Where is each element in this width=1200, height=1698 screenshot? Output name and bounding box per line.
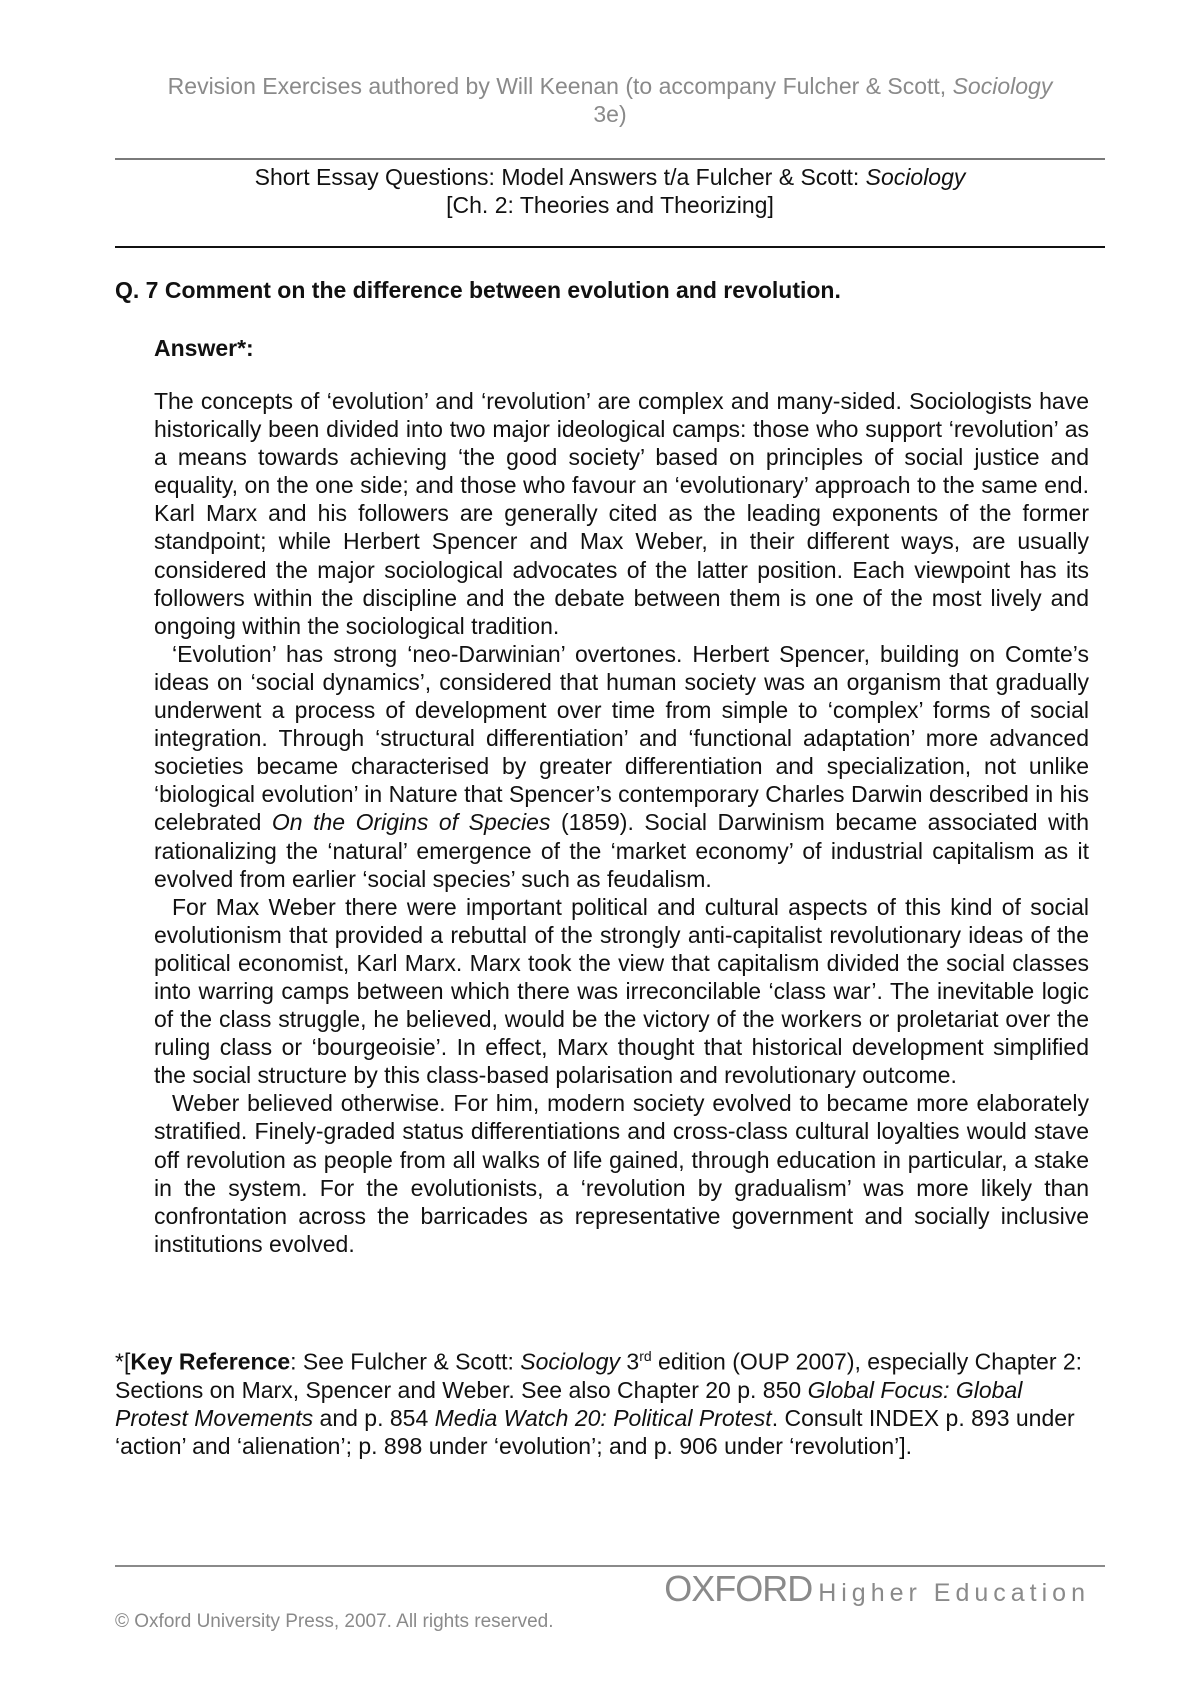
key-reference [115,1342,1095,1460]
p2-text-start: ‘Evolution’ has strong ‘neo-Darwinian’ overtones. Herbert Spencer, building on Comte’s ideas on ‘social dynamics’, considered that human society was an organism that gradually underwent a process of development over time from simple to ‘complex’ forms of social integration. Through ‘structural differentiation’ and ‘functional adaptation’ more advanced societies became characterised by greater differentiation and specialization, not unlike ‘biological evolution’ in Nature that Spencer’s contemporary Charles Darwin described in his celebrated [154,640,1089,836]
keyref-label: Key Reference [130,1348,291,1375]
keyref-open: *[ [115,1348,131,1375]
keyref-book: Sociology [520,1348,620,1375]
keyref-text-3: and p. 854 [313,1404,435,1431]
p2-book-title: On the Origins of Species [271,809,551,836]
subtitle-book-title: Sociology [865,164,966,190]
subtitle-divider [115,246,1105,248]
p2-text-end: (1859). Social Darwinism became associated with rationalizing the ‘natural’ emergence of the ‘market economy’ of industrial capitalism as it evolved from earlier ‘social species’ such as feudalism. [154,809,1090,892]
running-header [115,72,1105,128]
document-subtitle [115,163,1105,219]
answer-paragraph-2 [154,640,1089,893]
keyref-global-focus: Global Focus: Global Protest Movements [115,1376,1023,1431]
logo-subtitle: Higher Education [818,1579,1090,1607]
keyref-media-watch: Media Watch 20: Political Protest [434,1404,772,1431]
answer-paragraph-3: For Max Weber there were important political and cultural aspects of this kind of social evolutionism that provided a rebuttal of the strongly anti-capitalist revolutionary ideas of the political economist, Karl Marx. Marx took the view that capitalism divided the social classes into warring camps between which there was irreconcilable ‘class war’. The inevitable logic of the class struggle, he believed, would be the victory of the workers or proletariat over the ruling class or ‘bourgeoisie’. In effect, Marx thought that historical development simplified the social structure by this class-based polarisation and revolutionary outcome. [154,893,1089,1089]
footer-divider [115,1565,1105,1567]
header-divider [115,158,1105,160]
keyref-text-1: : See Fulcher & Scott: [290,1348,521,1375]
logo-brand: OXFORD [664,1568,813,1609]
keyref-edition: 3 [620,1348,640,1375]
keyref-text-4: . Consult INDEX p. 893 under ‘action’ and ‘alienation’; p. 898 under ‘evolution’; and p. 906 under ‘revolution’]. [115,1404,1075,1459]
question-heading: Q. 7 Comment on the difference between evolution and revolution. [115,277,841,303]
subtitle-chapter: [Ch. 2: Theories and Theorizing] [446,192,774,218]
oxford-logo [664,1568,1090,1610]
header-text: Revision Exercises authored by Will Keenan (to accompany Fulcher & Scott, [167,73,953,99]
copyright-notice: © Oxford University Press, 2007. All rights reserved. [115,1611,554,1632]
answer-paragraph-4: Weber believed otherwise. For him, modern society evolved to became more elaborately stratified. Finely-graded status differentiations and cross-class cultural loyalties would stave off revolution as people from all walks of life gained, through education in particular, a stake in the system. For the evolutionists, a ‘revolution by gradualism’ was more likely than confrontation across the barricades as representative government and socially inclusive institutions evolved. [154,1090,1089,1257]
answer-label: Answer*: [154,335,254,361]
keyref-text-2: edition (OUP 2007), especially Chapter 2: Sections on Marx, Spencer and Weber. See also Chapter 20 p. 850 [115,1348,1083,1403]
header-book-title: Sociology [952,73,1053,99]
answer-paragraph-1: The concepts of ‘evolution’ and ‘revolution’ are complex and many-sided. Sociologists have historically been divided into two major ideological camps: those who support ‘revolution’ as a means towards achieving ‘the good society’ based on principles of social justice and equality, on the one side; and those who favour an ‘evolutionary’ approach to the same end. Karl Marx and his followers are generally cited as the leading exponents of the former standpoint; while Herbert Spencer and Max Weber, in their different ways, are usually considered the major sociological advocates of the latter position. Each viewpoint has its followers within the discipline and the debate between them is one of the most lively and ongoing within the sociological tradition. [154,388,1089,639]
keyref-edition-suffix: rd [639,1348,652,1364]
subtitle-text: Short Essay Questions: Model Answers t/a Fulcher & Scott: [254,164,866,190]
answer-body [154,387,1089,1258]
header-edition: 3e) [593,101,627,127]
